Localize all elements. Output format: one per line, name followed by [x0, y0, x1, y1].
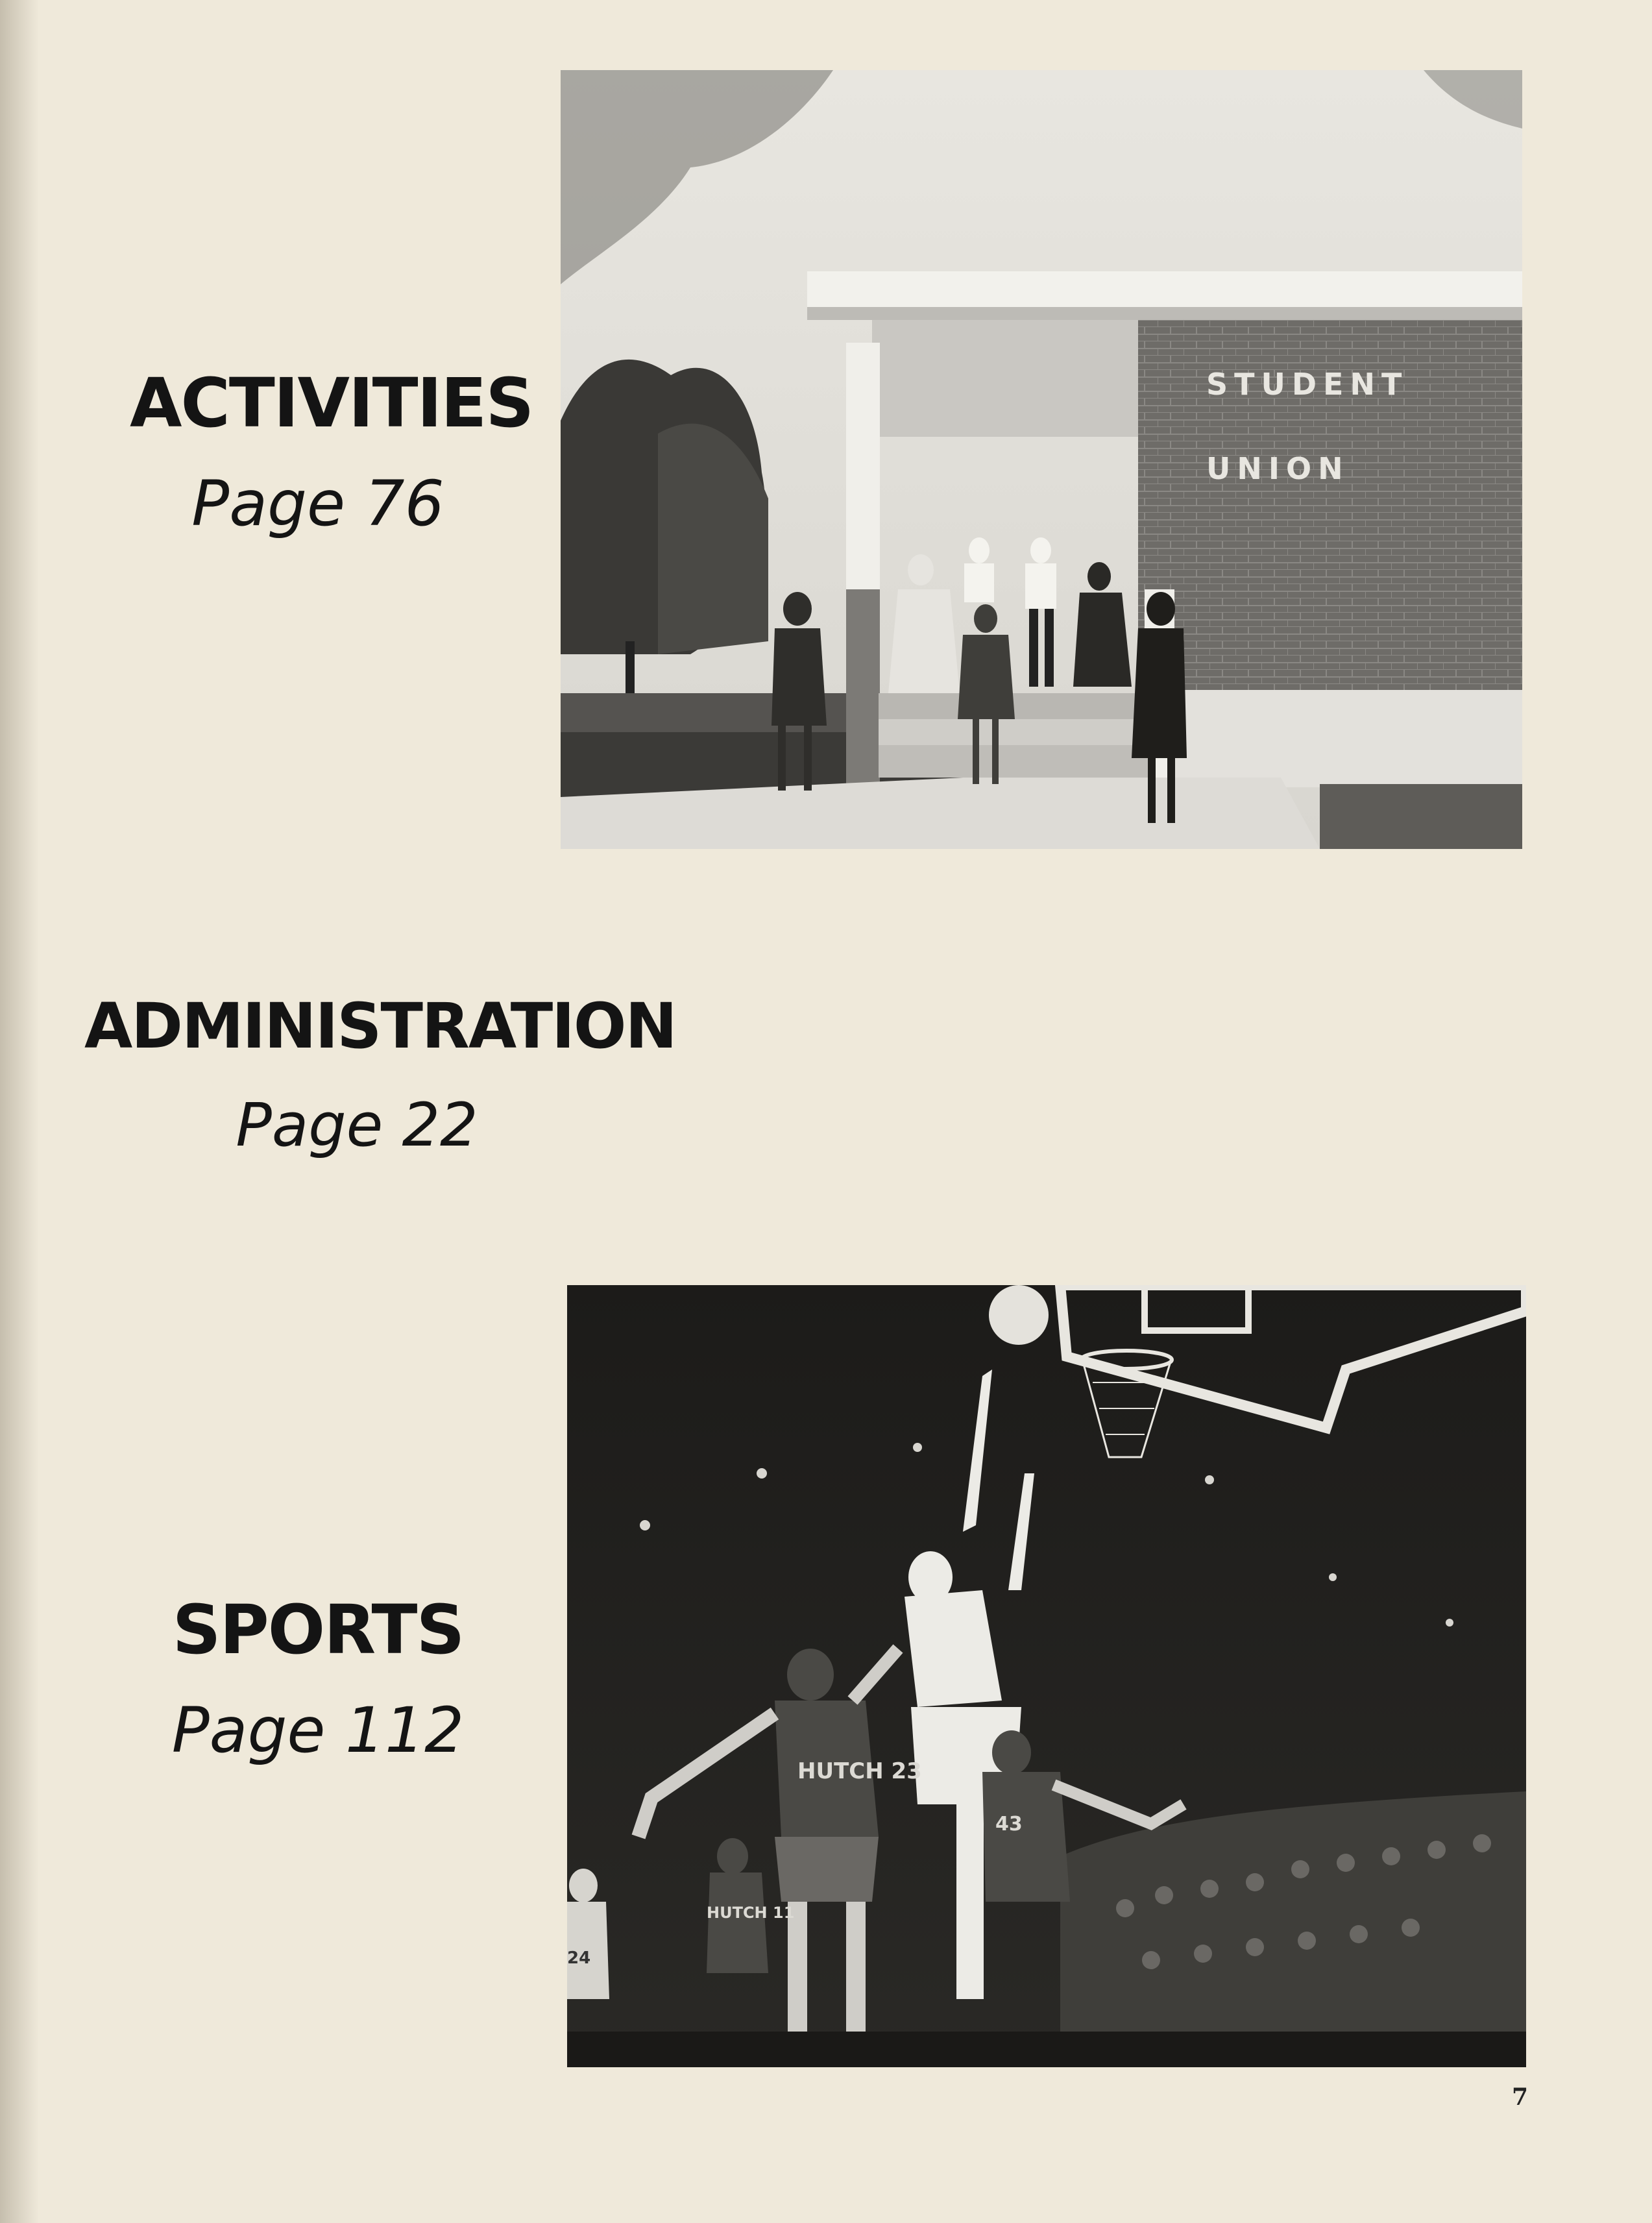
administration-page-ref[interactable]: Page 22 [236, 1090, 478, 1160]
jersey-24: 24 [567, 1948, 591, 1968]
activities-page-ref[interactable]: Page 76 [191, 467, 444, 540]
sports-title: SPORTS [172, 1590, 464, 1669]
jersey-43: 43 [995, 1813, 1023, 1836]
binding-shadow [0, 0, 39, 2223]
basketball-photo [567, 1285, 1526, 2067]
administration-title: ADMINISTRATION [84, 990, 676, 1062]
page-number: 7 [1512, 2083, 1529, 2111]
sign-student: STUDENT [1206, 367, 1409, 402]
activities-title: ACTIVITIES [130, 363, 533, 443]
sign-union: UNION [1206, 451, 1350, 486]
jersey-11: HUTCH 11 [707, 1904, 795, 1922]
sports-page-ref[interactable]: Page 112 [171, 1694, 465, 1767]
jersey-23: HUTCH 23 [797, 1758, 922, 1784]
student-union-photo [561, 70, 1522, 849]
